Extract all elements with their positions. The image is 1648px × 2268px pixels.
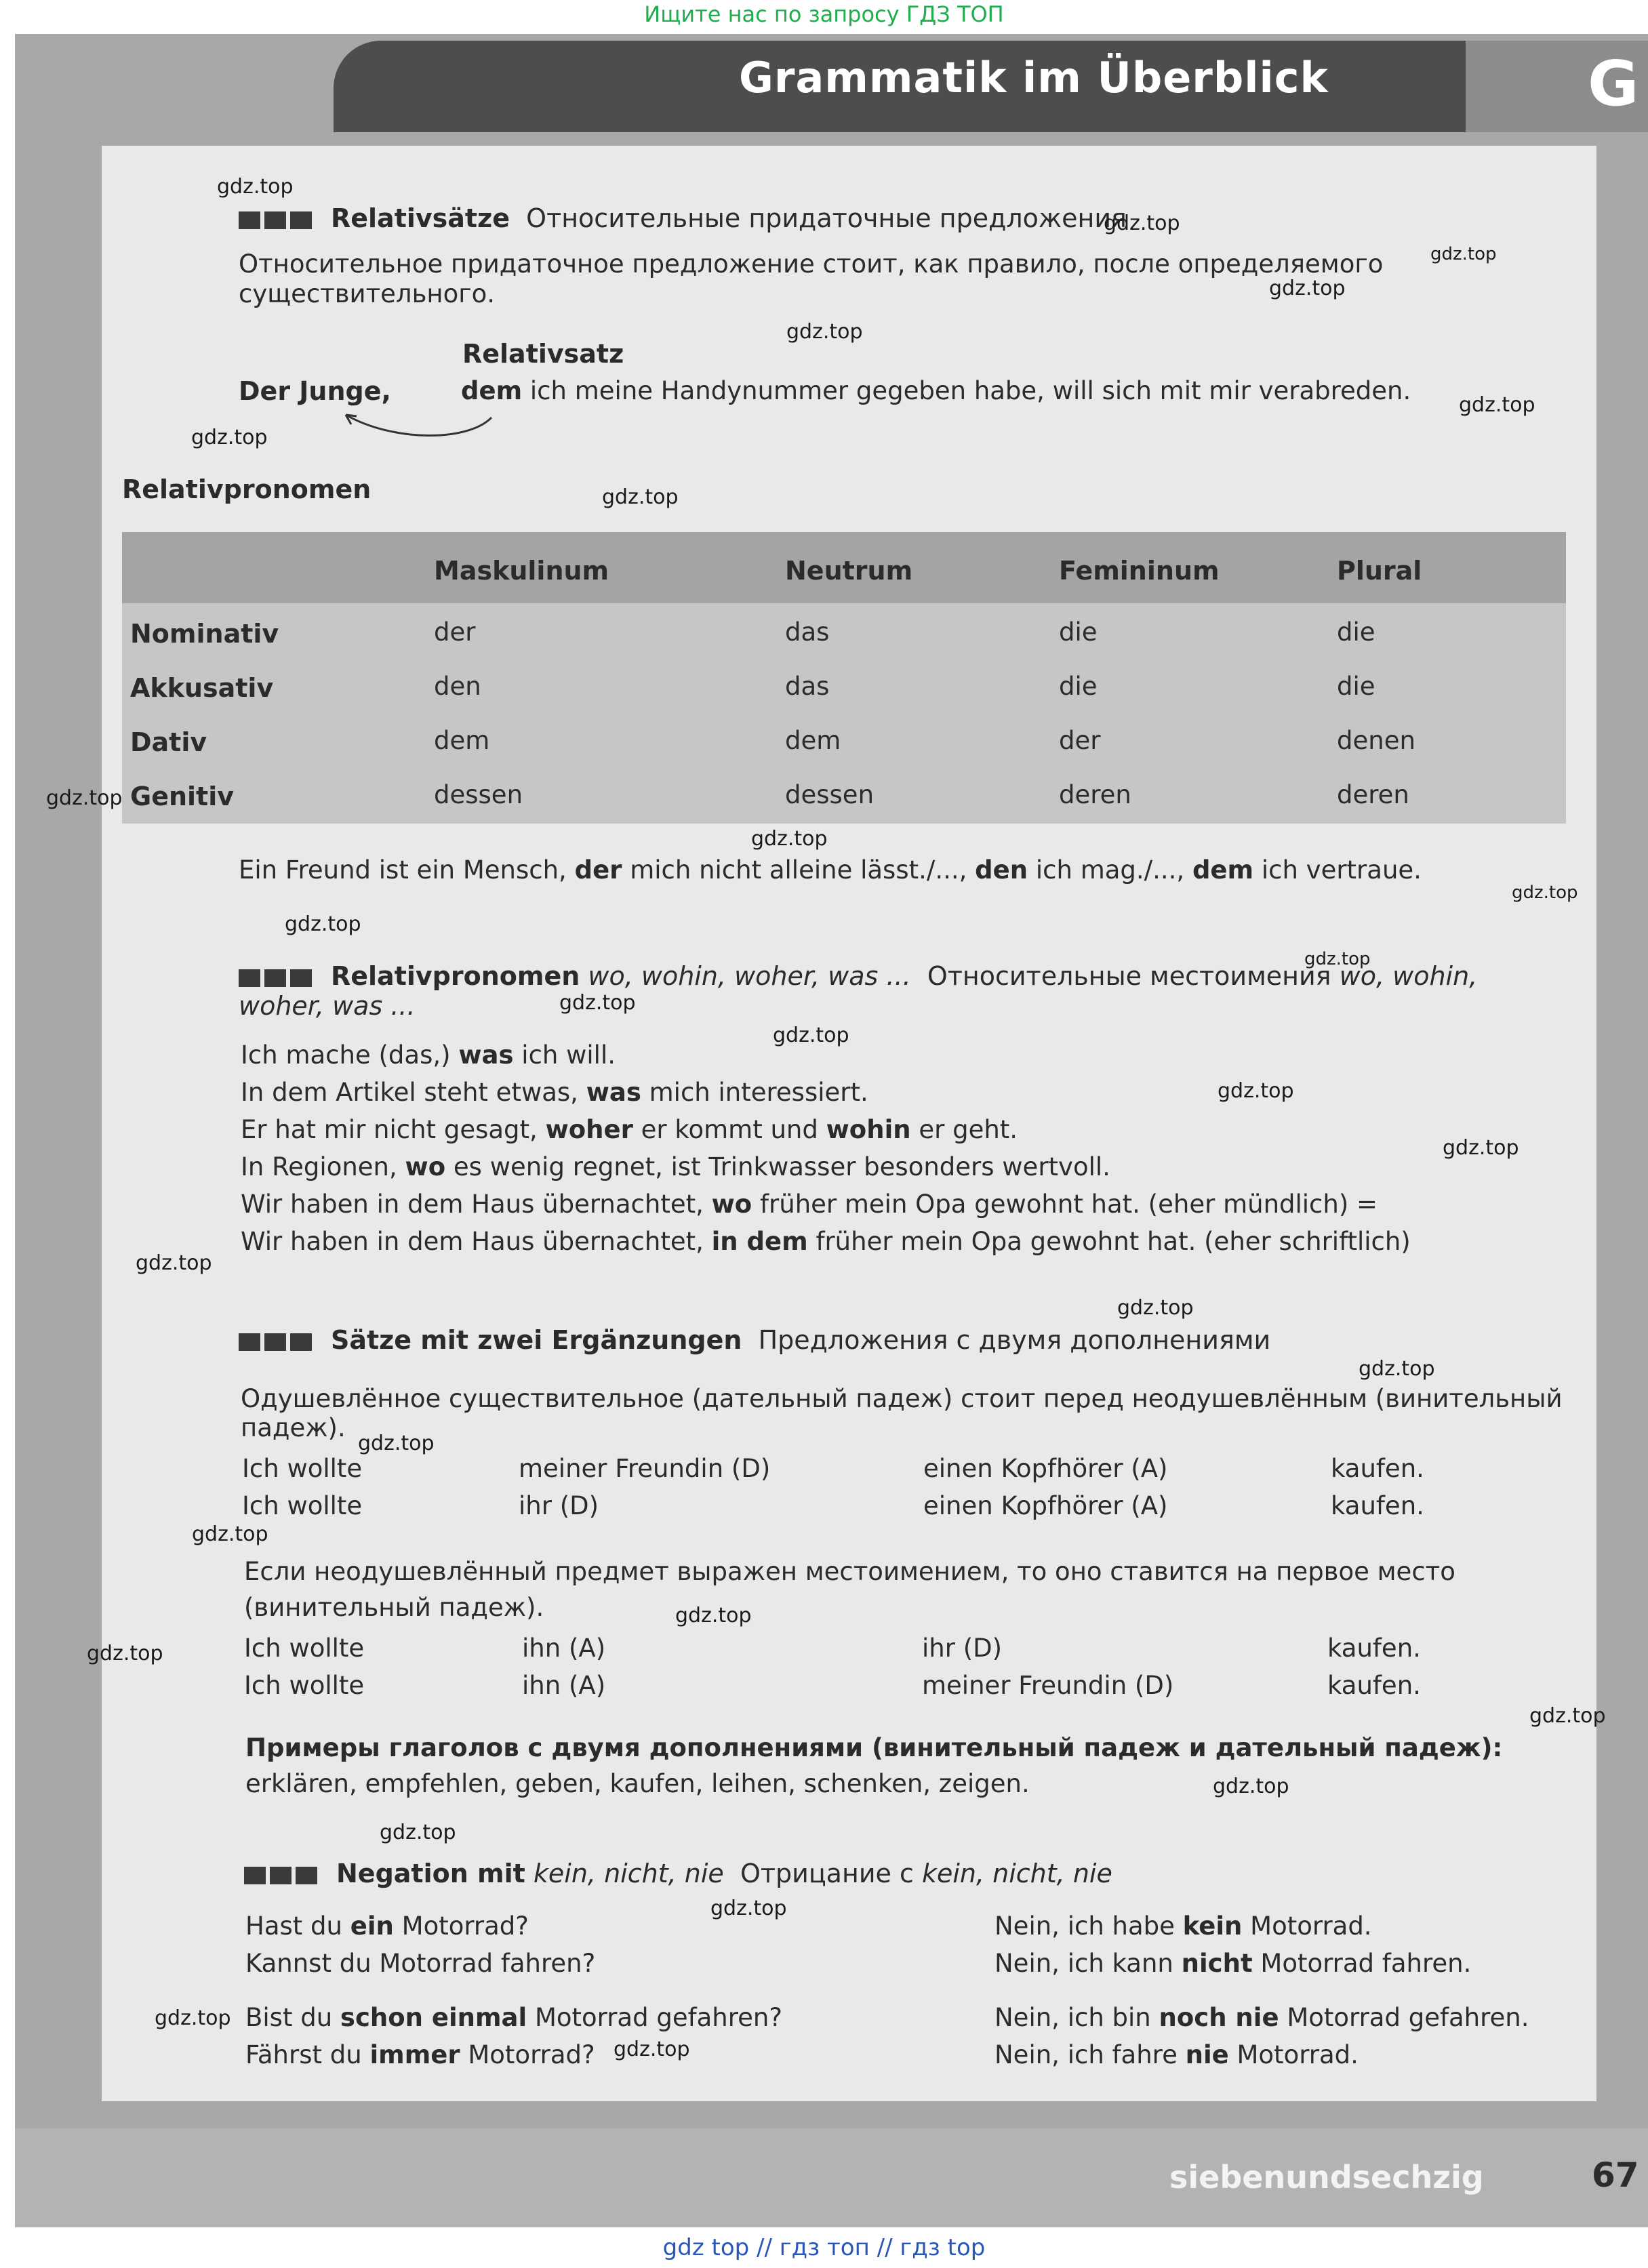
negation-question: Bist du schon einmal Motorrad gefahren?	[245, 2003, 783, 2032]
examples-title: Примеры глаголов с двумя дополнениями (винительный падеж и дательный падеж):	[245, 1733, 1503, 1762]
table-cell: dessen	[785, 780, 875, 809]
table-cell: deren	[1337, 780, 1409, 809]
table-cell: dem	[785, 726, 841, 755]
table-cell: deren	[1059, 780, 1131, 809]
table-cell: der	[1059, 726, 1101, 755]
example-line: Er hat mir nicht gesagt, woher er kommt und wohin er geht.	[241, 1115, 1018, 1144]
reference-arrow-icon	[339, 407, 502, 447]
section-ergaenzungen-title: Sätze mit zwei Ergänzungen Предложения с двумя дополнениями	[239, 1325, 1270, 1357]
page-title: Grammatik im Überblick	[739, 53, 1329, 102]
table-cell: das	[785, 617, 830, 647]
examples-verbs: erklären, empfehlen, geben, kaufen, leihen, schenken, zeigen.	[245, 1769, 1030, 1798]
table-cell: den	[434, 672, 481, 701]
row-header: Akkusativ	[130, 673, 274, 703]
table-cell: kaufen.	[1331, 1491, 1424, 1520]
watermark: gdz.top	[1117, 1296, 1194, 1320]
watermark: gdz.top	[217, 175, 294, 199]
example-line: In dem Artikel steht etwas, was mich interessiert.	[241, 1078, 868, 1107]
row-header: Nominativ	[130, 619, 279, 649]
watermark: gdz.top	[1104, 211, 1180, 235]
top-banner	[0, 0, 1648, 34]
rule-text: Если неодушевлённый предмет выражен местоимением, то оно ставится на первое место	[244, 1557, 1455, 1586]
section-negation-title: Negation mit kein, nicht, nie Отрицание с kein, nicht, nie	[244, 1859, 1112, 1890]
table-cell: einen Kopfhörer (A)	[923, 1491, 1168, 1520]
table-cell: Ich wollte	[244, 1634, 365, 1663]
example-subject: Der Junge,	[239, 376, 391, 406]
negation-question: Hast du ein Motorrad?	[245, 1911, 529, 1941]
section-wo-title-cont: woher, was ...	[239, 991, 416, 1021]
column-header: Plural	[1337, 556, 1422, 586]
watermark: gdz.top	[155, 2006, 231, 2030]
watermark: gdz.top	[614, 2038, 690, 2061]
watermark: gdz.top	[358, 1432, 435, 1455]
negation-answer: Nein, ich habe kein Motorrad.	[994, 1911, 1372, 1941]
rule-text: падеж).	[241, 1413, 346, 1442]
example-line: In Regionen, wo es wenig regnet, ist Trinkwasser besonders wertvoll.	[241, 1152, 1110, 1181]
negation-answer: Nein, ich bin noch nie Motorrad gefahren.	[994, 2003, 1529, 2032]
section-relativsaetze-title: Relativsätze Относительные придаточные предложения	[239, 203, 1127, 235]
watermark: gdz.top	[1218, 1079, 1294, 1103]
watermark: gdz.top	[380, 1821, 456, 1844]
bottom-banner-text[interactable]: gdz top // гдз топ // гдз top	[662, 2234, 986, 2261]
example-relative-clause: dem ich meine Handynummer gegeben habe, will sich mit mir verabreden.	[461, 376, 1411, 405]
section-marker-icon	[239, 963, 316, 993]
watermark: gdz.top	[786, 320, 863, 344]
example-line: Wir haben in dem Haus übernachtet, wo früher mein Opa gewohnt hat. (eher mündlich) =	[241, 1190, 1378, 1219]
relativpronomen-heading: Relativpronomen	[122, 474, 371, 504]
table-cell: das	[785, 672, 830, 701]
relativsaetze-desc: существительного.	[239, 279, 496, 308]
table-cell: ihr (D)	[922, 1634, 1003, 1663]
rule-text: (винительный падеж).	[244, 1593, 544, 1622]
rule-text: Одушевлённое существительное (дательный падеж) стоит перед неодушевлённым (винительный	[241, 1384, 1563, 1413]
relativpronomen-example: Ein Freund ist ein Mensch, der mich nicht alleine lässt./..., den ich mag./..., dem ich vertraue.	[239, 855, 1422, 885]
footer-page-word: siebenundsechzig	[1169, 2159, 1484, 2195]
table-cell: ihr (D)	[519, 1491, 599, 1520]
watermark: gdz.top	[87, 1642, 163, 1665]
table-cell: kaufen.	[1331, 1454, 1424, 1483]
watermark: gdz.top	[1459, 393, 1535, 417]
bottom-banner	[0, 2227, 1648, 2268]
example-line: Ich mache (das,) was ich will.	[241, 1040, 616, 1070]
table-cell: dessen	[434, 780, 523, 809]
watermark: gdz.top	[1213, 1775, 1289, 1798]
watermark: gdz.top	[1269, 277, 1346, 300]
watermark: gdz.top	[710, 1897, 787, 1920]
watermark: gdz.top	[1529, 1704, 1606, 1728]
relativsaetze-desc: Относительное придаточное предложение стоит, как правило, после определяемого	[239, 249, 1384, 279]
relativsatz-label: Relativsatz	[462, 339, 624, 369]
row-header: Dativ	[130, 727, 207, 757]
table-cell: der	[434, 617, 476, 647]
table-cell: kaufen.	[1327, 1671, 1421, 1700]
table-cell: meiner Freundin (D)	[922, 1671, 1174, 1700]
watermark: gdz.top	[773, 1024, 849, 1047]
watermark: gdz.top	[1430, 244, 1497, 264]
example-line: Wir haben in dem Haus übernachtet, in dem früher mein Opa gewohnt hat. (eher schriftlich)	[241, 1227, 1411, 1256]
section-marker-icon	[239, 205, 316, 235]
section-marker-icon	[239, 1327, 316, 1357]
top-banner-text[interactable]: Ищите нас по запросу ГДЗ ТОП	[644, 1, 1004, 27]
row-header: Genitiv	[130, 782, 235, 811]
table-cell: einen Kopfhörer (A)	[923, 1454, 1168, 1483]
section-wo-title: Relativpronomen wo, wohin, woher, was ... Относительные местоимения wo, wohin,	[239, 961, 1477, 993]
watermark: gdz.top	[191, 426, 268, 449]
negation-question: Kannst du Motorrad fahren?	[245, 1949, 596, 1978]
table-cell: Ich wollte	[242, 1491, 363, 1520]
watermark: gdz.top	[1359, 1357, 1435, 1381]
table-cell: die	[1059, 617, 1098, 647]
table-cell: die	[1337, 617, 1375, 647]
column-header: Femininum	[1059, 556, 1220, 586]
table-cell: meiner Freundin (D)	[519, 1454, 771, 1483]
section-letter-tab	[1466, 41, 1648, 132]
table-cell: kaufen.	[1327, 1634, 1421, 1663]
section-letter: G	[1588, 47, 1639, 120]
watermark: gdz.top	[1304, 949, 1371, 969]
table-cell: die	[1337, 672, 1375, 701]
negation-question: Fährst du immer Motorrad?	[245, 2040, 595, 2069]
table-cell: dem	[434, 726, 490, 755]
column-header: Maskulinum	[434, 556, 609, 586]
section-marker-icon	[244, 1861, 321, 1890]
watermark: gdz.top	[46, 786, 123, 810]
relativpronomen-table	[122, 532, 1566, 824]
table-cell: denen	[1337, 726, 1415, 755]
table-cell: Ich wollte	[242, 1454, 363, 1483]
negation-answer: Nein, ich kann nicht Motorrad fahren.	[994, 1949, 1472, 1978]
watermark: gdz.top	[751, 827, 828, 851]
watermark: gdz.top	[675, 1604, 752, 1627]
watermark: gdz.top	[136, 1251, 212, 1275]
column-header: Neutrum	[785, 556, 913, 586]
watermark: gdz.top	[192, 1522, 268, 1546]
table-cell: Ich wollte	[244, 1671, 365, 1700]
page-number: 67	[1592, 2155, 1639, 2195]
watermark: gdz.top	[1512, 883, 1578, 903]
watermark: gdz.top	[1443, 1136, 1519, 1160]
table-cell: ihn (A)	[522, 1634, 606, 1663]
watermark: gdz.top	[285, 912, 361, 936]
negation-answer: Nein, ich fahre nie Motorrad.	[994, 2040, 1359, 2069]
watermark: gdz.top	[559, 991, 636, 1015]
table-cell: ihn (A)	[522, 1671, 606, 1700]
table-cell: die	[1059, 672, 1098, 701]
watermark: gdz.top	[602, 485, 679, 509]
